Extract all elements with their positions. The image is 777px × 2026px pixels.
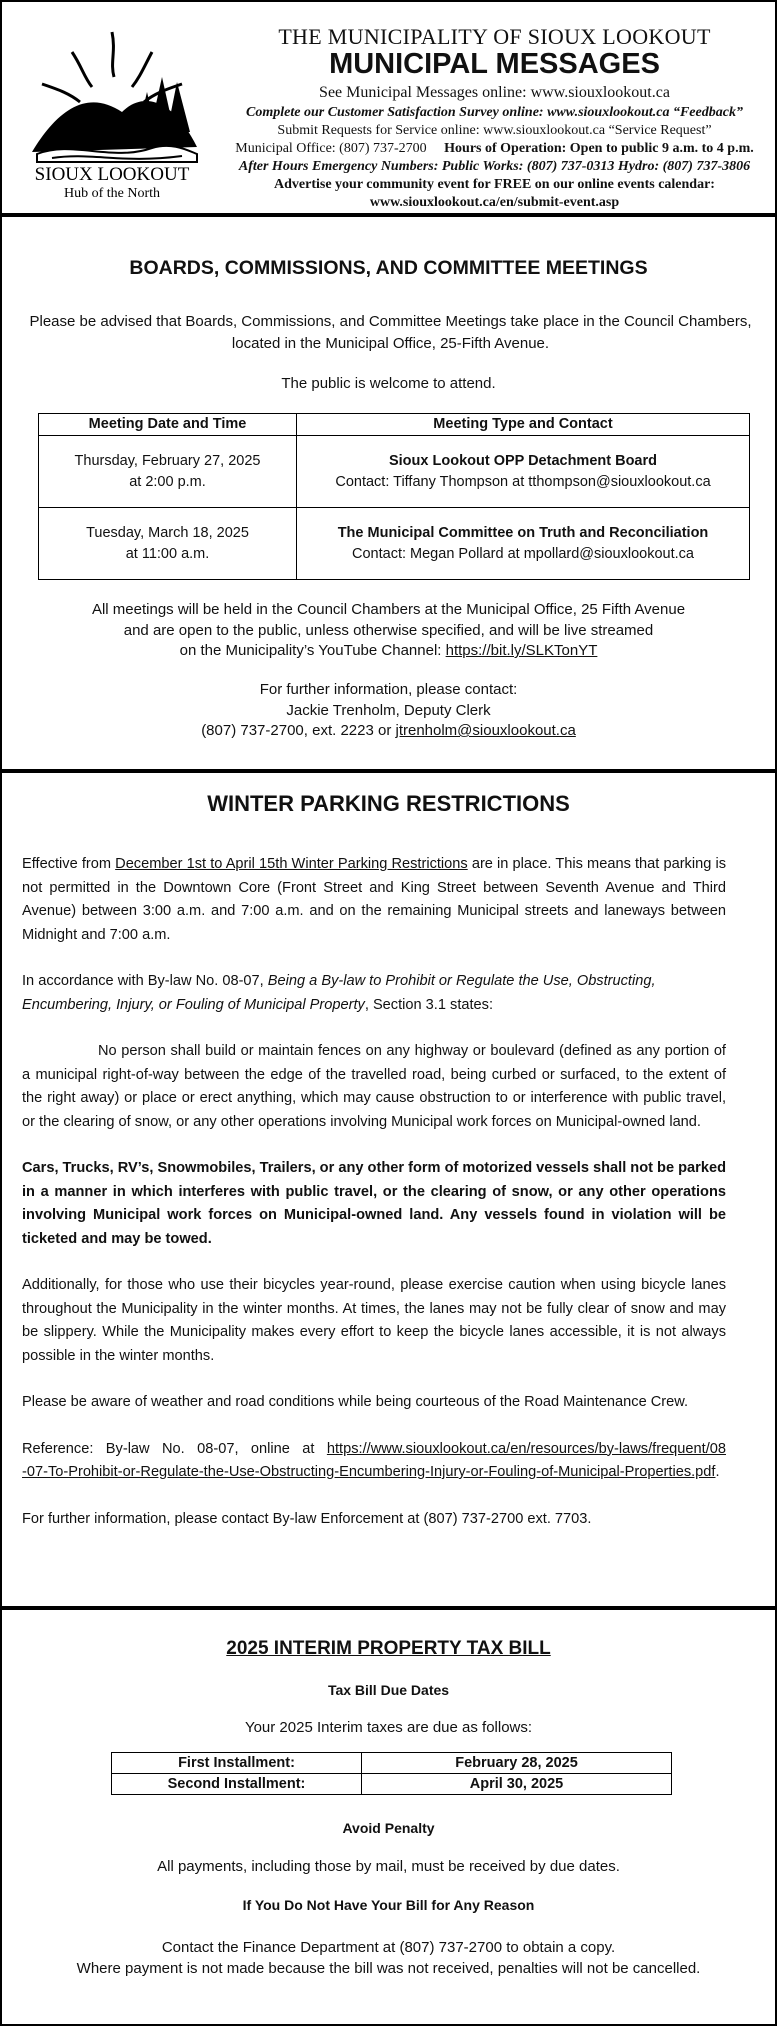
bylaw-link[interactable]: https://www.siouxlookout.ca/en/resources/by-laws/frequent/08-07-To-Prohibit-or-Regulate-the-Use-Obstructing-Encumbering-Injury-or-Fouling-of-Municipal-Properties.pdf (22, 1440, 726, 1480)
nobill-line: Contact the Finance Department at (807) 737-2700 to obtain a copy. (161, 1939, 616, 1956)
table-row (39, 508, 750, 580)
parking-p8: For further information, please contact By-law Enforcement at (807) 737-2700 ext. 7703. (22, 1510, 592, 1527)
header-text-block (217, 26, 772, 212)
meeting-date: Tuesday, March 18, 2025 (86, 524, 249, 541)
parking-p7-reference (22, 1438, 726, 1485)
youtube-link[interactable]: https://bit.ly/SLKTonYT (445, 642, 598, 659)
p1-dates: December 1st to April 15th Winter Parking Restrictions (115, 856, 468, 872)
meeting-name: The Municipal Committee on Truth and Reconciliation (337, 524, 709, 541)
meeting-type-cell (297, 436, 750, 508)
parking-title: WINTER PARKING RESTRICTIONS (207, 791, 570, 816)
installments-table (111, 1752, 672, 1795)
boards-welcome: The public is welcome to attend. (281, 375, 496, 392)
municipality-name: THE MUNICIPALITY OF SIOUX LOOKOUT (278, 24, 711, 49)
p1-text: Effective from (22, 856, 116, 872)
installment-date: February 28, 2025 (362, 1753, 672, 1774)
boards-title: BOARDS, COMMISSIONS, AND COMMITTEE MEETINGS (129, 257, 648, 279)
meeting-name: Sioux Lookout OPP Detachment Board (388, 452, 658, 469)
parking-p2 (22, 970, 726, 1017)
meeting-date-cell (39, 436, 297, 508)
logo-wordmark: SIOUX LOOKOUT (34, 164, 190, 185)
table-row (112, 1774, 672, 1795)
meeting-date-cell (39, 508, 297, 580)
info-email-link[interactable]: jtrenholm@siouxlookout.ca (395, 722, 576, 739)
parking-body (22, 853, 726, 1531)
meeting-time: at 2:00 p.m. (129, 473, 206, 490)
tax-title: 2025 INTERIM PROPERTY TAX BILL (226, 1638, 551, 1659)
header-panel (2, 2, 775, 214)
nobill-line: Where payment is not made because the bill was not received, penalties will not be cancelled. (76, 1960, 701, 1977)
parking-p4-warning: Cars, Trucks, RV’s, Snowmobiles, Trailers, or any other form of motorized vessels shall not be parked in a manner in which interferes with public travel, or the clearing of snow, or any other operations involving Municipal work forces on Municipal-owned land. Any vessels found in violation will be ticketed and may be towed. (22, 1160, 726, 1247)
p2-text-rest: , Section 3.1 states: (364, 996, 494, 1013)
p2-bylaw-title: Being a By-law to Prohibit or Regulate the Use, Obstructing, Encumbering, Injury, or Fouling of Municipal Property (22, 973, 656, 1013)
advertise-line: Advertise your community event for FREE on our online events calendar: (274, 177, 715, 192)
online-line: See Municipal Messages online: www.siouxlookout.ca (319, 84, 670, 101)
due-intro: Your 2025 Interim taxes are due as follows: (244, 1719, 533, 1736)
note-text: on the Municipality’s YouTube Channel: (179, 642, 446, 659)
logo-tagline: Hub of the North (63, 186, 161, 201)
table-row (112, 1753, 672, 1774)
penalty-heading: Avoid Penalty (342, 1820, 435, 1836)
boards-intro: Please be advised that Boards, Commissions, and Committee Meetings take place in the Council Chambers, located in the Municipal Office, 25-Fifth Avenue. (29, 313, 752, 352)
col-type-header: Meeting Type and Contact (297, 414, 750, 436)
requests-line: Submit Requests for Service online: www.siouxlookout.ca “Service Request” (277, 123, 712, 138)
meeting-time: at 11:00 a.m. (125, 545, 210, 562)
p2-text: In accordance with By-law No. 08-07, (22, 973, 268, 989)
info-line (2, 721, 775, 742)
parking-p1 (22, 853, 726, 947)
nobill-text (2, 1937, 775, 1979)
note-line: All meetings will be held in the Council Chambers at the Municipal Office, 25 Fifth Avenue (91, 601, 686, 618)
meeting-contact: Contact: Megan Pollard at mpollard@siouxlookout.ca (352, 545, 694, 562)
installment-date: April 30, 2025 (362, 1774, 672, 1795)
info-phone: (807) 737-2700, ext. 2223 or (201, 722, 396, 739)
installment-label: Second Installment: (112, 1774, 362, 1795)
page-title: MUNICIPAL MESSAGES (329, 48, 660, 80)
parking-p6: Please be aware of weather and road conditions while being courteous of the Road Maintenance Crew. (22, 1394, 689, 1410)
p1-text-rest: are in place. This means that parking is not permitted in the Downtown Core (Front Street and King Street between Seventh Avenue and Third Avenue) between 3:00 a.m. and 7:00 a.m. and on the remaining Municipal streets and laneways between Midnight and 7:00 a.m. (22, 856, 726, 943)
table-row (39, 436, 750, 508)
boards-section (2, 217, 775, 769)
col-date-header: Meeting Date and Time (39, 414, 297, 436)
parking-section (2, 773, 775, 1606)
meetings-table (38, 413, 750, 580)
installment-label: First Installment: (112, 1753, 362, 1774)
events-url[interactable]: www.siouxlookout.ca/en/submit-event.asp (369, 195, 620, 210)
nobill-heading: If You Do Not Have Your Bill for Any Reason (242, 1897, 535, 1913)
meetings-note (2, 600, 775, 662)
emergency-line: After Hours Emergency Numbers: Public Works: (807) 737-0313 Hydro: (807) 737-3806 (238, 159, 751, 174)
sioux-lookout-logo (12, 22, 212, 202)
meetings-header-row (39, 414, 750, 436)
info-line: For further information, please contact: (259, 681, 518, 698)
due-heading: Tax Bill Due Dates (327, 1682, 450, 1698)
info-line: Jackie Trenholm, Deputy Clerk (286, 701, 491, 719)
p7-text: Reference: By-law No. 08-07, online at (22, 1440, 327, 1457)
contact-info (2, 680, 775, 742)
office-phone: Municipal Office: (807) 737-2700 (235, 141, 427, 156)
meeting-contact: Contact: Tiffany Thompson at tthompson@siouxlookout.ca (335, 473, 711, 490)
office-hours: Hours of Operation: Open to public 9 a.m. to 4 p.m. (444, 141, 754, 156)
meeting-date: Thursday, February 27, 2025 (74, 452, 261, 469)
survey-line: Complete our Customer Satisfaction Survey online: www.siouxlookout.ca “Feedback” (246, 105, 743, 120)
p7-end: . (715, 1464, 720, 1480)
note-line: and are open to the public, unless otherwise specified, and will be live streamed (123, 621, 654, 639)
note-line (2, 641, 775, 662)
penalty-text: All payments, including those by mail, must be received by due dates. (157, 1858, 620, 1875)
parking-p3-quote: No person shall build or maintain fences on any highway or boulevard (defined as any portion of a municipal right-of-way between the edge of the travelled road, being curbed or surfaced, to the extent of the right away) or place or erect anything, which may cause obstruction to or interference with public travel, or the clearing of snow, or any other operations involving Municipal work forces on Municipal-owned land. (22, 1043, 726, 1130)
tax-section (2, 1610, 775, 2026)
meeting-type-cell (297, 508, 750, 580)
office-line (217, 140, 772, 158)
parking-p5: Additionally, for those who use their bicycles year-round, please exercise caution when using bicycle lanes throughout the Municipality in the winter months. At times, the lanes may not be fully clear of snow and may be slippery. While the Municipality makes every effort to keep the bicycle lanes accessible, it is not always possible in the winter months. (22, 1277, 726, 1364)
